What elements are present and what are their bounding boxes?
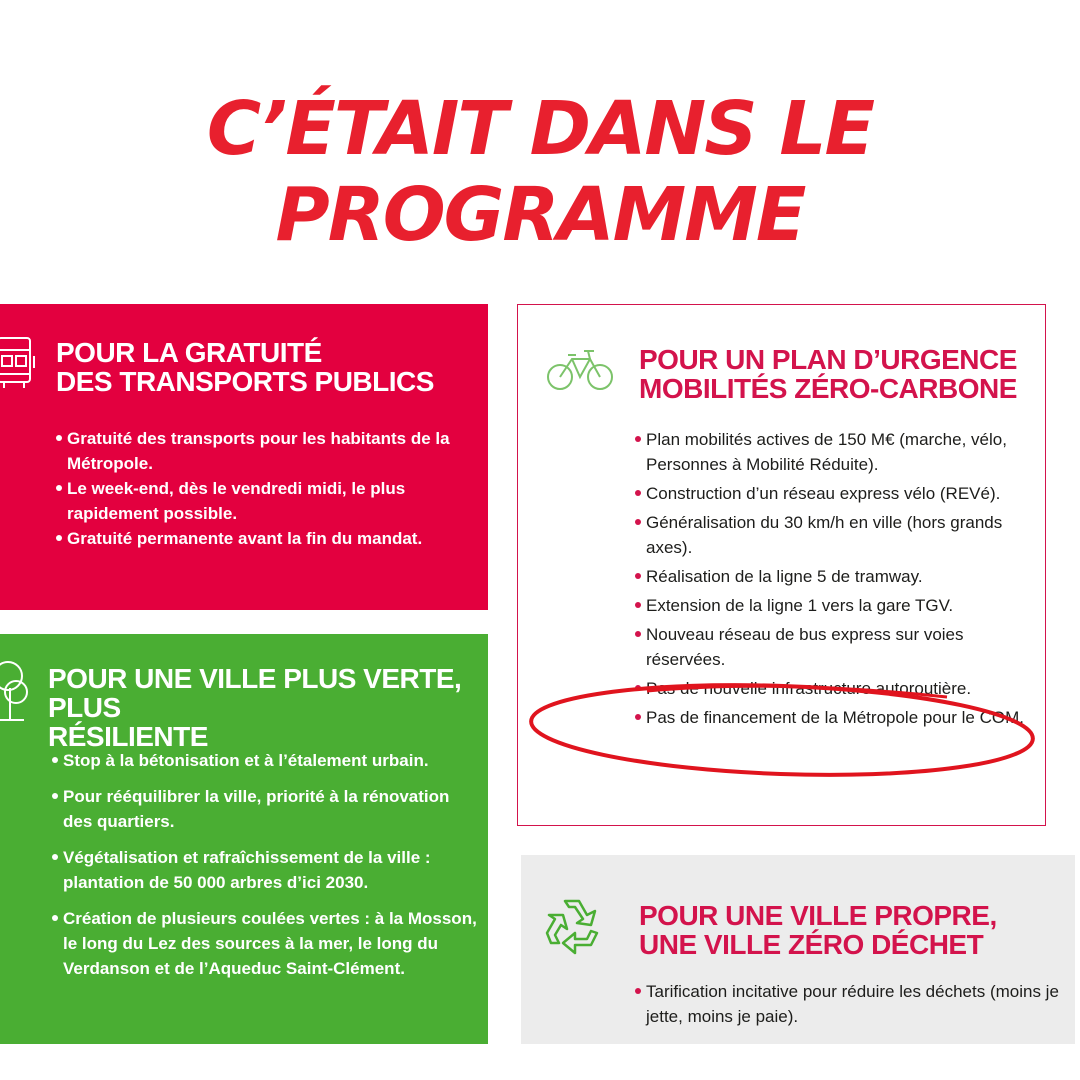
list-item: Tarification incitative pour réduire les déchets (moins je jette, moins je paie).	[635, 979, 1060, 1029]
title-line-2: RÉSILIENTE	[48, 721, 208, 752]
headline-line-2: PROGRAMME	[275, 172, 805, 258]
bicycle-icon	[546, 349, 616, 393]
panel-title-mobility	[639, 345, 1017, 403]
list-item: Le week-end, dès le vendredi midi, le plus rapidement possible.	[56, 476, 476, 526]
clean-city-list	[635, 979, 1060, 1029]
bus-icon	[0, 334, 40, 394]
panel-free-transport	[0, 304, 488, 610]
tree-icon	[0, 658, 36, 728]
list-item: Généralisation du 30 km/h en ville (hors grands axes).	[635, 510, 1040, 560]
list-item: Construction d’un réseau express vélo (REVé).	[635, 481, 1040, 506]
list-item: Extension de la ligne 1 vers la gare TGV.	[635, 593, 1040, 618]
title-line-1: POUR UN PLAN D’URGENCE	[639, 344, 1017, 375]
recycle-icon	[539, 893, 605, 959]
title-line-2: UNE VILLE ZÉRO DÉCHET	[639, 929, 984, 960]
list-item: Création de plusieurs coulées vertes : à la Mosson, le long du Lez des sources à la mer, le long du Verdanson et de l’Aqueduc Saint-Clément.	[52, 906, 477, 981]
panel-green-city	[0, 634, 488, 1044]
panel-clean-city	[521, 855, 1075, 1044]
list-item: Réalisation de la ligne 5 de tramway.	[635, 564, 1040, 589]
panel-title-clean-city	[639, 901, 997, 959]
title-line-1: POUR UNE VILLE PROPRE,	[639, 900, 997, 931]
title-line-1: POUR UNE VILLE PLUS VERTE, PLUS	[48, 663, 462, 723]
list-item: Stop à la bétonisation et à l’étalement urbain.	[52, 748, 477, 773]
title-line-2: DES TRANSPORTS PUBLICS	[56, 366, 434, 397]
panel-title-free-transport	[56, 338, 434, 396]
headline-line-1: C’ÉTAIT DANS LE	[206, 86, 874, 172]
transport-list	[56, 426, 476, 551]
panel-title-green-city	[48, 664, 488, 751]
list-item: Pas de financement de la Métropole pour le COM.	[635, 705, 1040, 730]
list-item: Plan mobilités actives de 150 M€ (marche, vélo, Personnes à Mobilité Réduite).	[635, 427, 1040, 477]
green-city-list	[52, 748, 477, 981]
list-item: Pour rééquilibrer la ville, priorité à la rénovation des quartiers.	[52, 784, 477, 834]
title-line-1: POUR LA GRATUITÉ	[56, 337, 322, 368]
mobility-list	[635, 427, 1040, 730]
list-item: Végétalisation et rafraîchissement de la ville : plantation de 50 000 arbres d’ici 2030.	[52, 845, 477, 895]
list-item: Gratuité permanente avant la fin du mandat.	[56, 526, 476, 551]
list-item: Gratuité des transports pour les habitants de la Métropole.	[56, 426, 476, 476]
panel-mobility	[517, 304, 1046, 826]
highlighted-list-item: Pas de nouvelle infrastructure autoroutière.	[635, 676, 1040, 701]
title-line-2: MOBILITÉS ZÉRO-CARBONE	[639, 373, 1017, 404]
list-item: Nouveau réseau de bus express sur voies réservées.	[635, 622, 1040, 672]
